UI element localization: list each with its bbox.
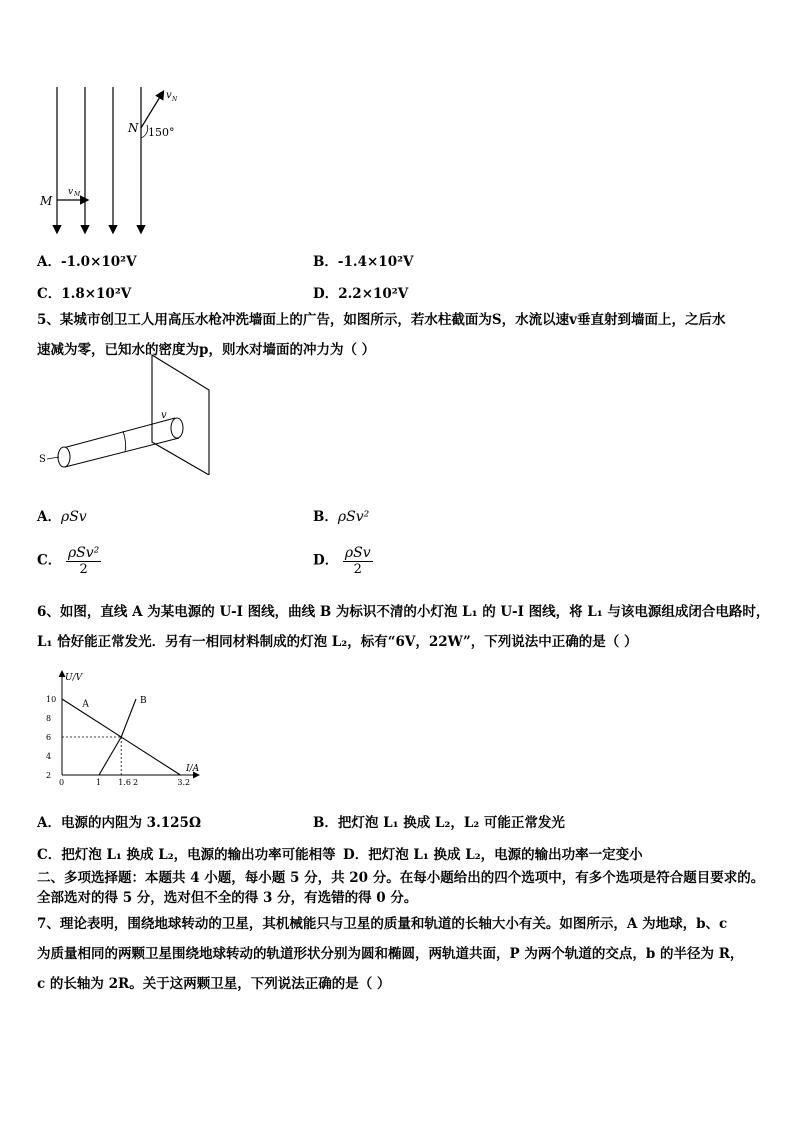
q6-stem-line2: L₁ 恰好能正常发光．另有一相同材料制成的灯泡 L₂，标有“6V，22W”，下列说法中正确的是（ ） (37, 634, 638, 650)
q6-option-c[interactable]: C．把灯泡 L₁ 换成 L₂，电源的输出功率可能相等 (37, 847, 336, 863)
label-angle: 150° (148, 126, 175, 139)
label-S: S (39, 454, 46, 465)
q4-option-d[interactable]: D．2.2×10²V (313, 286, 409, 302)
y-tick-label: 2 (46, 771, 52, 780)
q6-ui-chart (40, 668, 205, 793)
q5-stem-line2: 速减为零，已知水的密度为p，则水对墙面的冲力为（ ） (37, 342, 376, 358)
q5-water-gun-figure (35, 350, 225, 475)
x-tick-label: 0 (59, 778, 65, 787)
q5-stem-line1: 5、某城市创卫工人用高压水枪冲洗墙面上的广告，如图所示，若水柱截面为S，水流以速v垂直射到墙面上，之后水 (37, 312, 726, 328)
q7-stem-line3: c 的长轴为 2R。关于这两颗卫星，下列说法正确的是（ ） (37, 976, 391, 992)
q6-option-d[interactable]: D．把灯泡 L₁ 换成 L₂，电源的输出功率一定变小 (343, 847, 643, 863)
y-tick-label: 4 (46, 752, 52, 761)
q4-option-a[interactable]: A．-1.0×10²V (37, 254, 137, 270)
section2-header-line2: 全部选对的得 5 分，选对但不全的得 3 分，有选错的得 0 分。 (37, 890, 418, 906)
q7-stem-line1: 7、理论表明，围绕地球转动的卫星，其机械能只与卫星的质量和轨道的长轴大小有关。如图所示，A 为地球，b、c (37, 916, 728, 932)
velocity-N-arrow (141, 92, 163, 128)
q4-field-figure (30, 82, 200, 242)
y-tick-label: 8 (46, 714, 52, 723)
series-a-label: A (82, 699, 89, 710)
label-v: v (161, 410, 167, 421)
y-axis-label: U/V (65, 673, 83, 683)
label-N: N (128, 121, 139, 135)
x-tick-label: 1.6 (118, 778, 131, 787)
series-b-curve (99, 699, 136, 775)
q7-stem-line2: 为质量相同的两颗卫星围绕地球转动的轨道形状分别为圆和椭圆，两轨道共面，P 为两个轨道的交点，b 的半径为 R， (37, 946, 744, 962)
q5-option-b[interactable]: B．ρSv² (313, 509, 370, 525)
label-vM: v (68, 187, 74, 197)
q6-option-b[interactable]: B．把灯泡 L₁ 换成 L₂，L₂ 可能正常发光 (313, 815, 565, 831)
q5-option-d[interactable]: D． $\frac{\text{ρSv}}{2}$ (313, 545, 371, 577)
q5-option-a[interactable]: A．ρSv (37, 509, 87, 525)
q5-option-c[interactable]: C． $\frac{\text{ρSv²}}{2}$ (37, 545, 100, 577)
q6-stem-line1: 6、如图，直线 A 为某电源的 U-I 图线，曲线 B 为标识不清的小灯泡 L₁ 的 U-I 图线，将 L₁ 与该电源组成闭合电路时， (37, 604, 770, 620)
y-tick-label: 6 (46, 733, 52, 742)
q6-option-a[interactable]: A．电源的内阻为 3.125Ω (37, 815, 201, 831)
x-axis-label: I/A (186, 764, 200, 774)
section2-header-line1: 二、多项选择题：本题共 4 小题，每小题 5 分，共 20 分。在每小题给出的四个选项中，有多个选项是符合题目要求的。 (37, 870, 765, 886)
svg-text:N: N (172, 96, 178, 103)
y-tick-label: 10 (46, 695, 57, 704)
x-tick-label: 1 (96, 778, 102, 787)
q4-option-b[interactable]: B．-1.4×10²V (313, 254, 414, 270)
label-M: M (40, 194, 53, 208)
pipe-near-end (58, 447, 70, 467)
pipe-far-end (171, 418, 183, 438)
label-vN: v (166, 90, 172, 101)
x-tick-label: 2 (133, 778, 139, 787)
x-tick-label: 3.2 (177, 778, 191, 787)
q4-option-c[interactable]: C．1.8×10²V (37, 286, 132, 302)
series-b-label: B (140, 696, 147, 706)
svg-text:M: M (74, 191, 81, 198)
